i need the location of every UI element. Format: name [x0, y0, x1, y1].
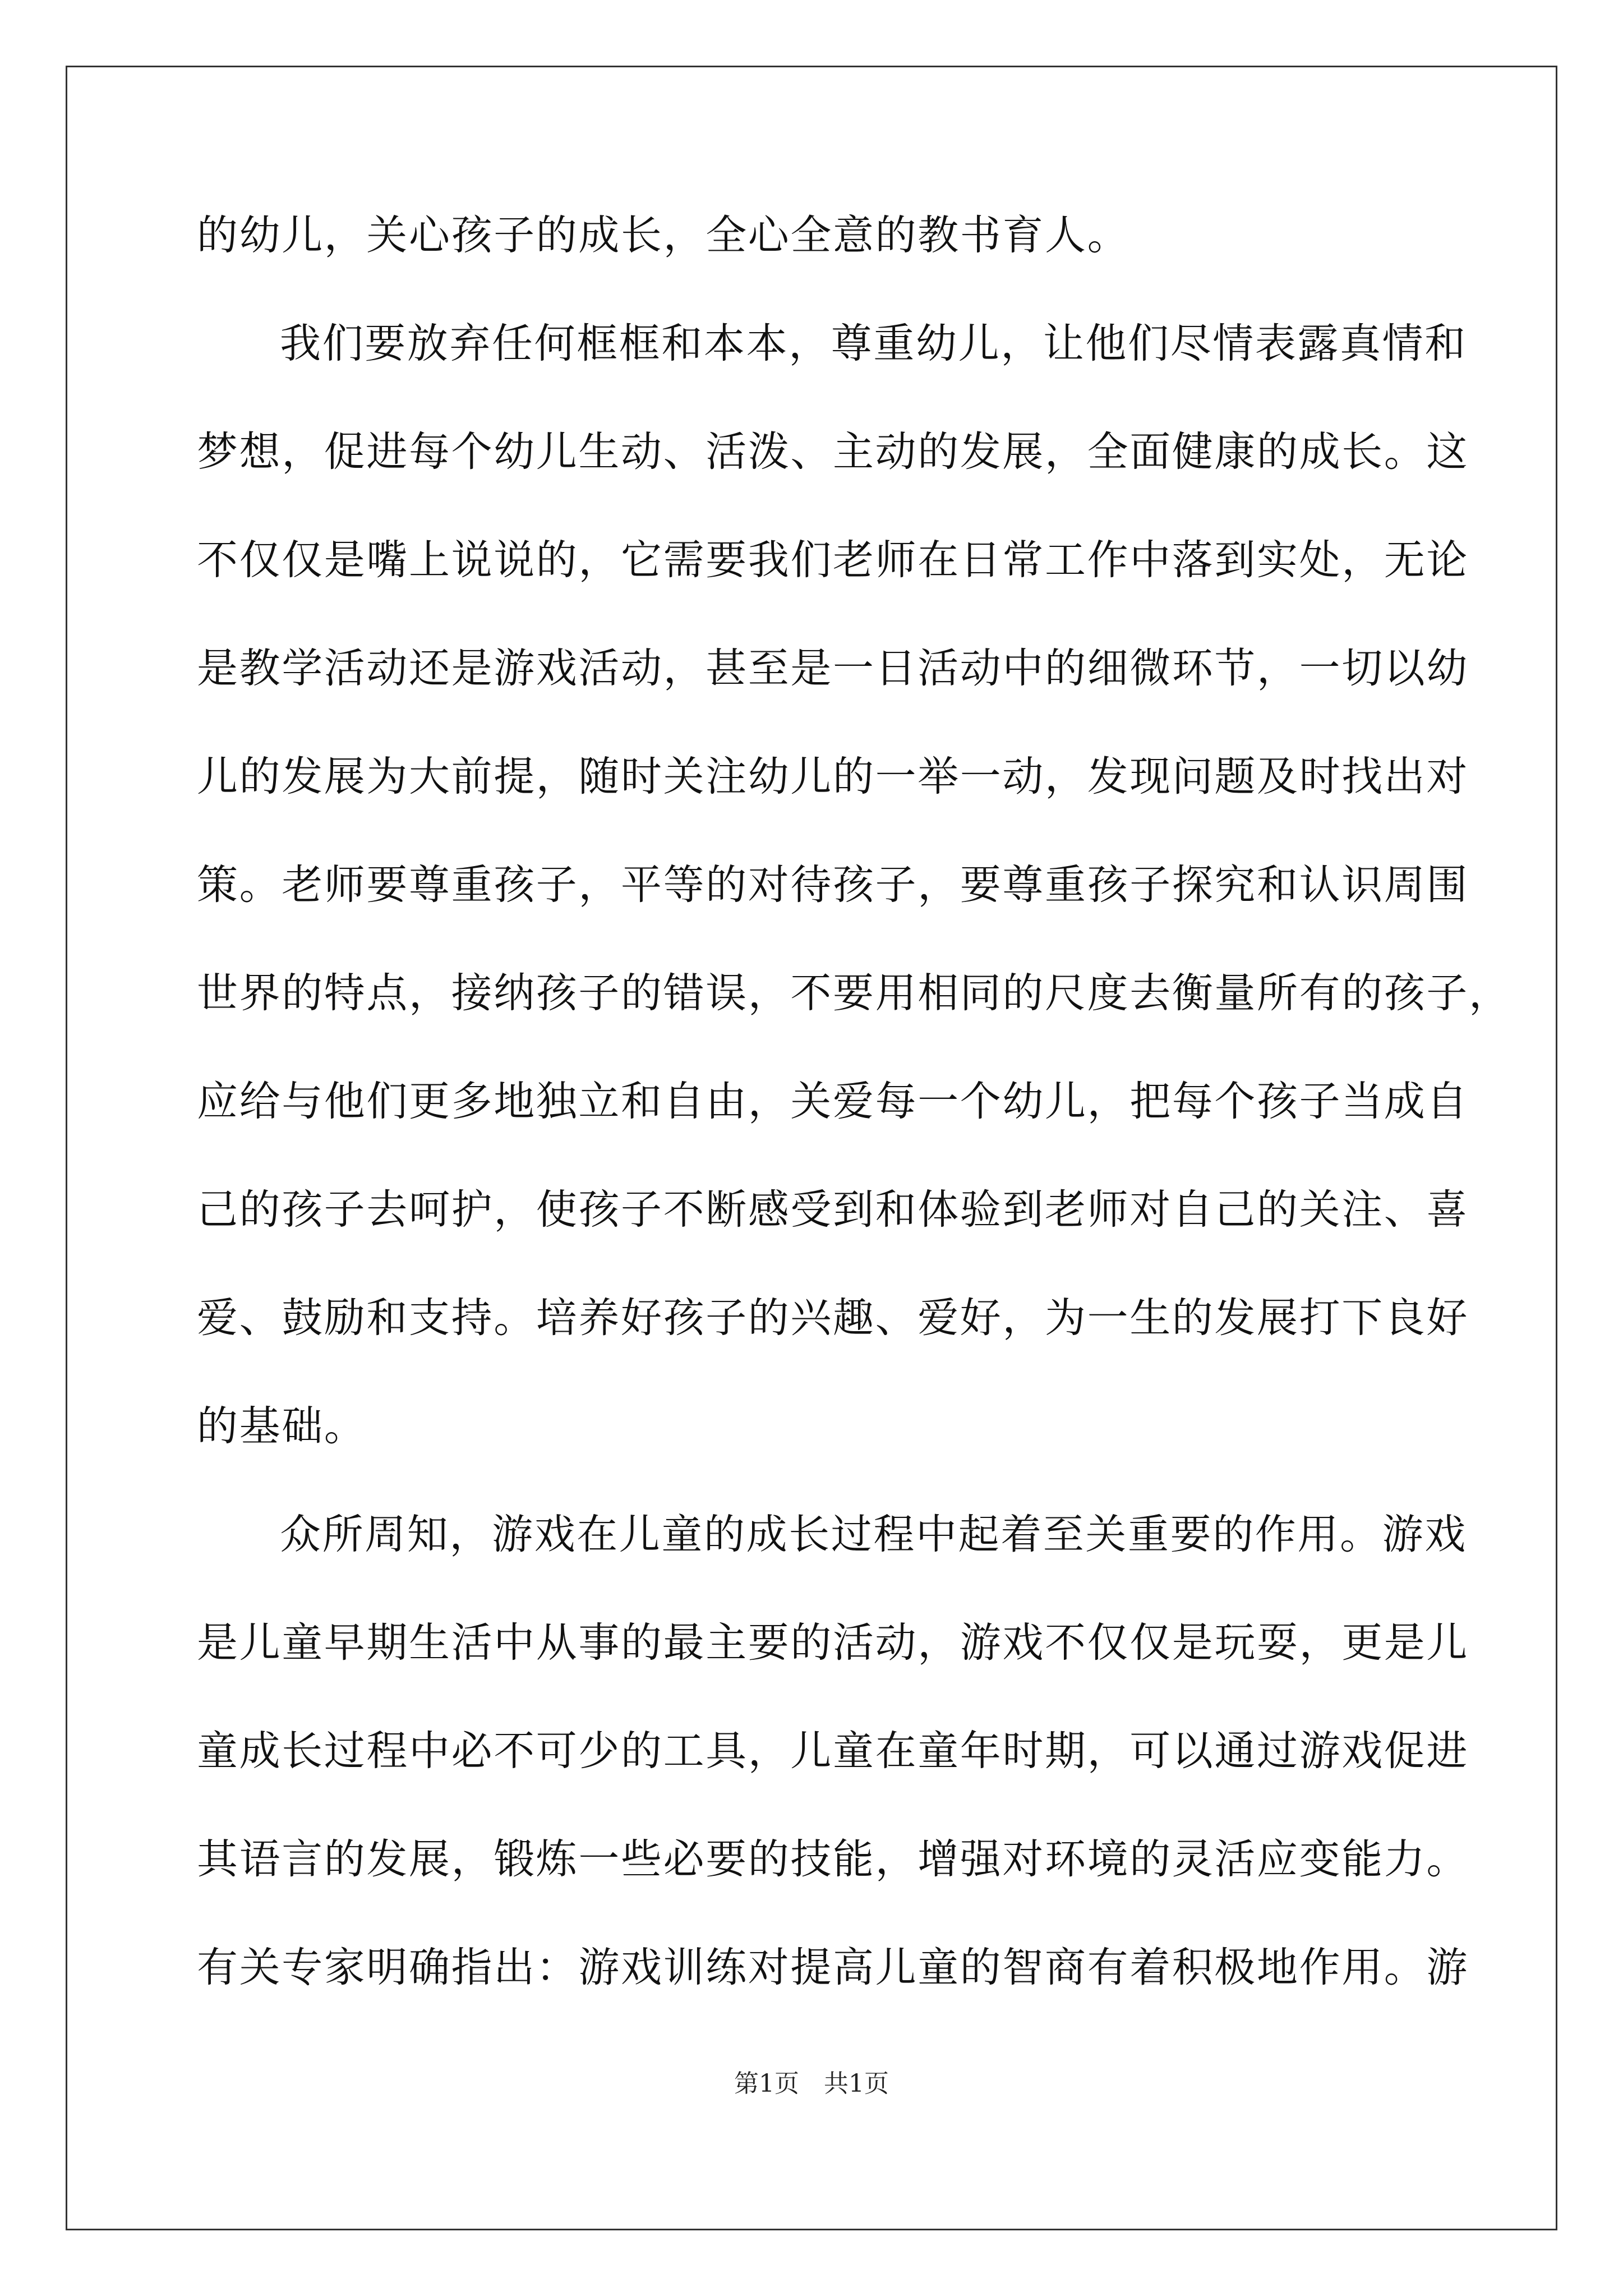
- page-border: [66, 66, 1557, 2230]
- text-line: 不仅仅是嘴上说说的，它需要我们老师在日常工作中落到实处，无论: [197, 536, 1469, 584]
- page-footer: 第1页 共1页: [734, 2069, 889, 2098]
- text-line: 其语言的发展，锻炼一些必要的技能，增强对环境的灵活应变能力。: [197, 1835, 1469, 1883]
- text-line: 爱、鼓励和支持。培养好孩子的兴趣、爱好，为一生的发展打下良好: [197, 1294, 1469, 1342]
- text-line: 的幼儿，关心孩子的成长，全心全意的教书育人。: [197, 211, 1130, 259]
- text-line: 应给与他们更多地独立和自由，关爱每一个幼儿，把每个孩子当成自: [197, 1078, 1469, 1125]
- text-line: 策。老师要尊重孩子，平等的对待孩子，要尊重孩子探究和认识周围: [197, 861, 1469, 909]
- text-line: 的基础。: [197, 1402, 367, 1450]
- text-line: 世界的特点，接纳孩子的错误，不要用相同的尺度去衡量所有的孩子，: [197, 969, 1511, 1017]
- text-line: 己的孩子去呵护，使孩子不断感受到和体验到老师对自己的关注、喜: [197, 1186, 1469, 1234]
- paragraph-start-line: 众所周知，游戏在儿童的成长过程中起着至关重要的作用。游戏: [280, 1511, 1467, 1558]
- text-line: 是儿童早期生活中从事的最主要的活动，游戏不仅仅是玩耍，更是儿: [197, 1619, 1469, 1667]
- text-line: 儿的发展为大前提，随时关注幼儿的一举一动，发现问题及时找出对: [197, 753, 1469, 800]
- text-line: 梦想，促进每个幼儿生动、活泼、主动的发展，全面健康的成长。这: [197, 428, 1469, 476]
- text-line: 童成长过程中必不可少的工具，儿童在童年时期，可以通过游戏促进: [197, 1727, 1469, 1775]
- text-line: 是教学活动还是游戏活动，甚至是一日活动中的细微环节，一切以幼: [197, 645, 1469, 692]
- text-line: 有关专家明确指出：游戏训练对提高儿童的智商有着积极地作用。游: [197, 1944, 1469, 1991]
- paragraph-start-line: 我们要放弃任何框框和本本，尊重幼儿，让他们尽情表露真情和: [280, 320, 1467, 367]
